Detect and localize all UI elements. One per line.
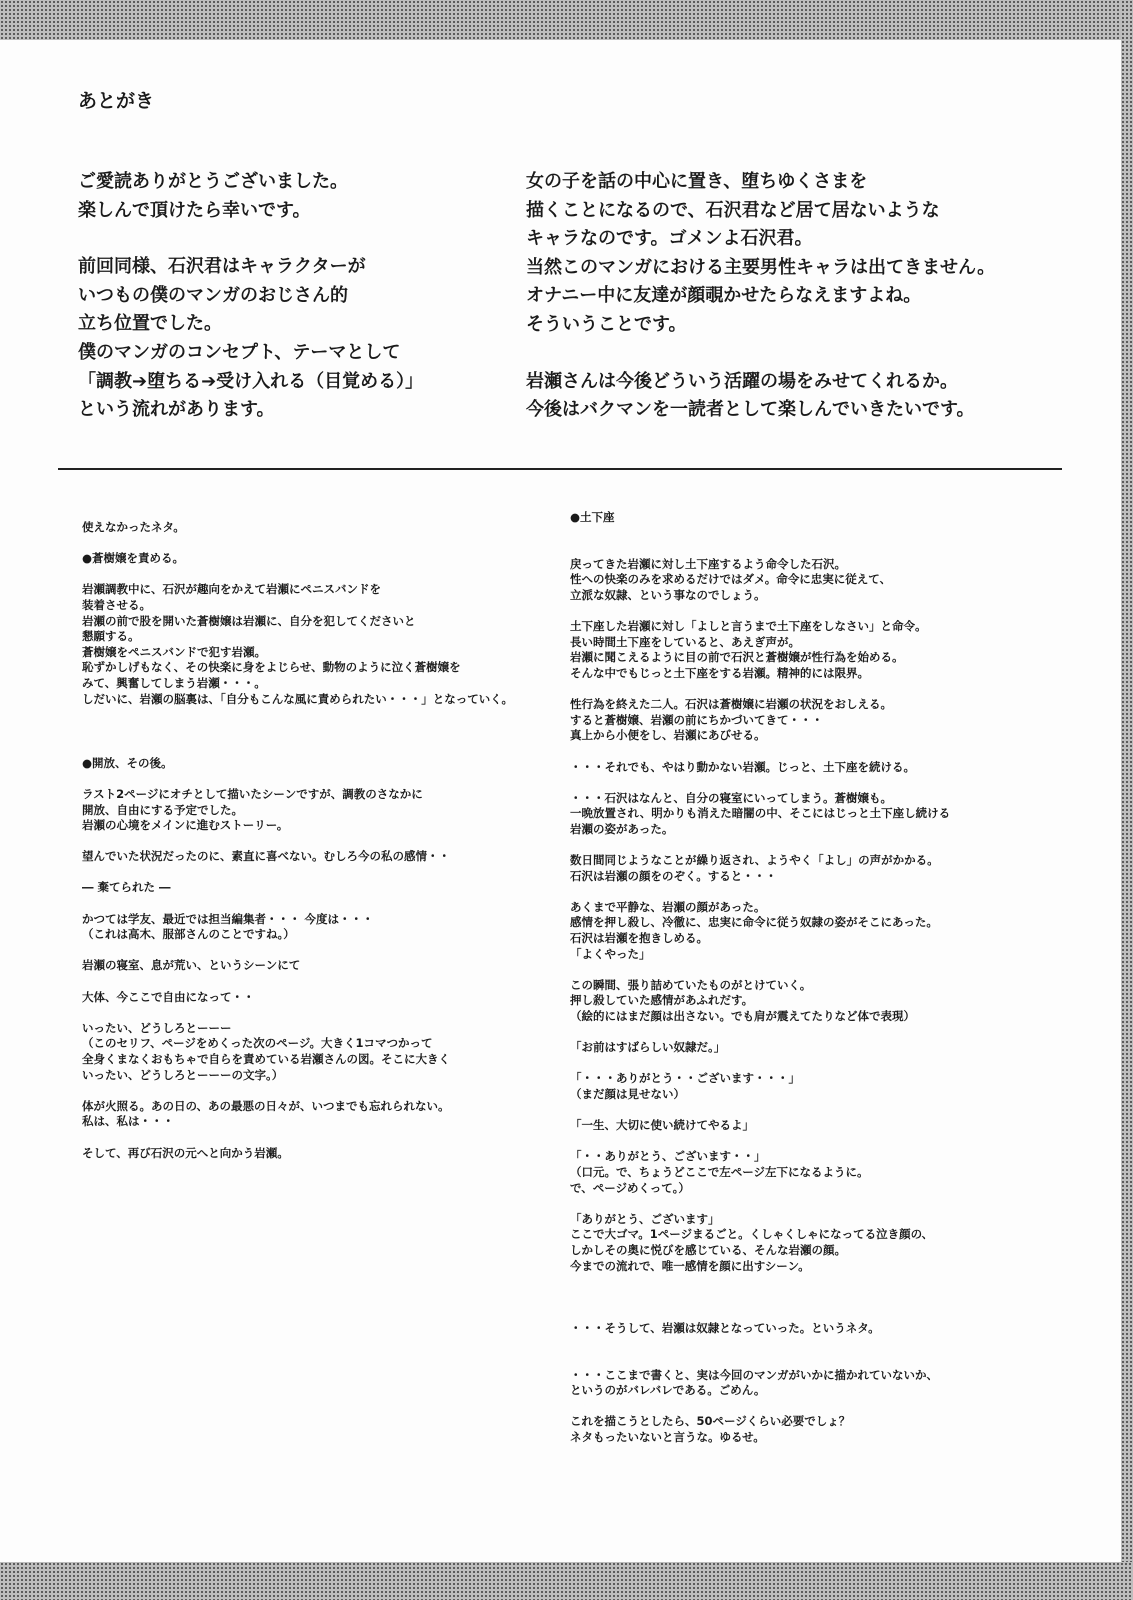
section-heading: ●土下座 (570, 510, 615, 524)
section-heading: ●開放、その後。 (82, 755, 173, 770)
text-line: 女の子を話の中心に置き、堕ちゆくさまを (526, 171, 868, 192)
text-line: ここで大ゴマ。1ページまるごと。くしゃくしゃになってる泣き顔の、 (570, 1227, 934, 1242)
paragraph (78, 253, 498, 425)
text-line: ・・・ここまで書くと、実は今回のマンガがいかに描かれていないか、 (570, 1367, 938, 1382)
text-line: 岩瀬の寝室、息が荒い、というシーンにて (82, 958, 301, 973)
text-line: 戻ってきた岩瀬に対し土下座するよう命令した石沢。 (570, 556, 846, 571)
text-line: あくまで平静な、岩瀬の顔があった。 (570, 899, 766, 914)
afterword-right-column (526, 168, 1046, 425)
text-line: 大体、今ここで自由になって・・ (82, 989, 255, 1004)
text-line: 懇願する。 (82, 629, 140, 644)
text-line: 蒼樹嬢をペニスバンドで犯す岩瀬。 (82, 644, 266, 659)
text-line: ご愛読ありがとうございました。 (78, 171, 348, 192)
text-line: 土下座した岩瀬に対し「よしと言うまで土下座をしなさい」と命令。 (570, 619, 927, 634)
top-halftone-border (0, 0, 1133, 40)
paragraph (78, 168, 498, 225)
text-line: ・・・そうして、岩瀬は奴隷となっていった。というネタ。 (570, 1320, 880, 1335)
text-line: 性への快楽のみを求めるだけではダメ。命令に忠実に従えて、 (570, 572, 892, 587)
text-line: 岩瀬調教中に、石沢が趣向をかえて岩瀬にペニスバンドを (82, 582, 381, 597)
text-line: 真上から小便をし、岩瀬にあびせる。 (570, 728, 766, 743)
text-line: 岩瀬に聞こえるように目の前で石沢と蒼樹嬢が性行為を始める。 (570, 650, 904, 665)
text-line: 今までの流れで、唯一感情を顔に出すシーン。 (570, 1258, 810, 1273)
paragraph (526, 368, 1046, 425)
text-line: みて、興奮してしまう岩瀬・・・。 (82, 675, 266, 690)
text-line: （口元。で、ちょうどここで左ページ左下になるように。 (570, 1164, 869, 1179)
text-line: 前回同様、石沢君はキャラクターが (78, 256, 366, 278)
text-line: しかしその奥に悦びを感じている、そんな岩瀬の顔。 (570, 1242, 846, 1257)
text-line: 「・・ありがとう、ございます・・」 (570, 1149, 766, 1164)
text-line: この瞬間、張り詰めていたものがとけていく。 (570, 977, 812, 992)
text-line: キャラなのです。ゴメンよ石沢君。 (526, 228, 813, 250)
text-line: これを描こうとしたら、50ページくらい必要でしょ？ (570, 1414, 851, 1429)
text-line: 「よくやった」 (570, 946, 651, 961)
text-line: というのがバレバレである。ごめん。 (570, 1383, 766, 1398)
text-line: で、ページめくって。） (570, 1180, 690, 1195)
text-line: 岩瀬さんは今後どういう活躍の場をみせてくれるか。 (526, 370, 958, 392)
text-line: 楽しんで頂けたら幸いです。 (78, 199, 311, 221)
text-line: という流れがあります。 (78, 399, 275, 421)
text-line: いったい、どうしろとーーー (82, 1020, 232, 1035)
text-line: いったい、どうしろとーーーの文字。） (82, 1067, 284, 1082)
right-halftone-edge (1121, 0, 1133, 1600)
text-line: そういうことです。 (526, 313, 687, 335)
text-line: 岩瀬の姿があった。 (570, 821, 674, 836)
text-line: ラスト2ページにオチとして描いたシーンですが、調教のさなかに (82, 786, 423, 801)
text-line: 使えなかったネタ。 (82, 520, 185, 534)
text-line: 「・・・ありがとう・・ございます・・・」 (570, 1071, 800, 1086)
text-line: いつもの僕のマンガのおじさん的 (78, 284, 348, 306)
text-line: （これは高木、服部さんのことですね。） (82, 927, 295, 942)
text-line: 描くことになるので、石沢君など居て居ないような (526, 199, 940, 221)
afterword-left-column (78, 168, 498, 425)
bottom-halftone-border (0, 1562, 1133, 1600)
text-line: 望んでいた状況だったのに、素直に喜べない。むしろ今の私の感情・・ (82, 849, 450, 864)
text-line: 恥ずかしげもなく、その快楽に身をよじらせ、動物のように泣く蒼樹嬢を (82, 660, 461, 675)
text-line: 「調教➔堕ちる➔受け入れる（目覚める）」 (78, 370, 424, 392)
text-line: 石沢は岩瀬を抱きしめる。 (570, 931, 708, 946)
paragraph (526, 168, 1046, 340)
text-line: 私は、私は・・・ (82, 1114, 174, 1129)
text-line: 「一生、大切に使い続けてやるよ」 (570, 1118, 754, 1133)
section-heading: ●蒼樹嬢を責める。 (82, 551, 185, 566)
text-line: 押し殺していた感情があふれだす。 (570, 993, 754, 1008)
text-line: ― 棄てられた ― (82, 880, 171, 895)
unused-ideas-left-column (82, 520, 522, 1161)
text-line: オナニー中に友達が顔覗かせたらなえますよね。 (526, 285, 922, 307)
text-line: そして、再び石沢の元へと向かう岩瀬。 (82, 1145, 289, 1160)
text-line: 長い時間土下座をしていると、あえぎ声が。 (570, 634, 800, 649)
text-line: 開放、自由にする予定でした。 (82, 802, 243, 817)
text-line: 一晩放置され、明かりも消えた暗闇の中、そこにはじっと土下座し続ける (570, 806, 951, 821)
text-line: 僕のマンガのコンセプト、テーマとして (78, 341, 401, 363)
text-line: 当然このマンガにおける主要男性キャラは出てきません。 (526, 256, 996, 278)
text-line: かつては学友、最近では担当編集者・・・ 今度は・・・ (82, 911, 374, 926)
text-line: 今後はバクマンを一読者として楽しんでいきたいです。 (526, 399, 975, 421)
text-line: ネタもったいないと言うな。ゆるせ。 (570, 1430, 765, 1445)
text-line: しだいに、岩瀬の脳裏は、「自分もこんな風に責められたい・・・」となっていく。 (82, 691, 514, 706)
text-line: ・・・それでも、やはり動かない岩瀬。じっと、土下座を続ける。 (570, 759, 915, 774)
text-line: 装着させる。 (82, 597, 151, 612)
page-title: あとがき (78, 90, 155, 112)
text-line: 体が火照る。あの日の、あの最悪の日々が、いつまでも忘れられない。 (82, 1098, 450, 1113)
text-line: ・・・石沢はなんと、自分の寝室にいってしまう。蒼樹嬢も。 (570, 790, 892, 805)
text-line: （このセリフ、ページをめくった次のページ。大きく1コマつかって (82, 1036, 433, 1051)
text-line: そんな中でもじっと土下座をする岩瀬。精神的には限界。 (570, 665, 869, 680)
text-line: 岩瀬の前で股を開いた蒼樹嬢は岩瀬に、自分を犯してくださいと (82, 613, 416, 628)
text-line: 石沢は岩瀬の顔をのぞく。すると・・・ (570, 868, 777, 883)
text-line: （絵的にはまだ顔は出さない。でも肩が震えてたりなど体で表現） (570, 1009, 915, 1023)
text-line: 「お前はすばらしい奴隷だ。」 (570, 1040, 726, 1055)
text-line: 岩瀬の心境をメインに進むストーリー。 (82, 818, 289, 833)
section-divider (58, 468, 1062, 470)
text-line: 立派な奴隷、という事なのでしょう。 (570, 587, 766, 602)
text-line: 性行為を終えた二人。石沢は蒼樹嬢に岩瀬の状況をおしえる。 (570, 697, 892, 712)
text-line: すると蒼樹嬢、岩瀬の前にちかづいてきて・・・ (570, 712, 823, 727)
text-line: 立ち位置でした。 (78, 313, 222, 335)
text-line: 数日間同じようなことが繰り返され、ようやく「よし」の声がかかる。 (570, 853, 939, 868)
text-line: 全身くまなくおもちゃで自らを責めている岩瀬さんの図。そこに大きく (82, 1052, 450, 1066)
text-line: 感情を押し殺し、冷徹に、忠実に命令に従う奴隷の姿がそこにあった。 (570, 915, 938, 930)
unused-ideas-right-column (570, 510, 1030, 1446)
text-line: 「ありがとう、ございます」 (570, 1211, 720, 1226)
text-line: （まだ顔は見せない） (570, 1086, 685, 1101)
